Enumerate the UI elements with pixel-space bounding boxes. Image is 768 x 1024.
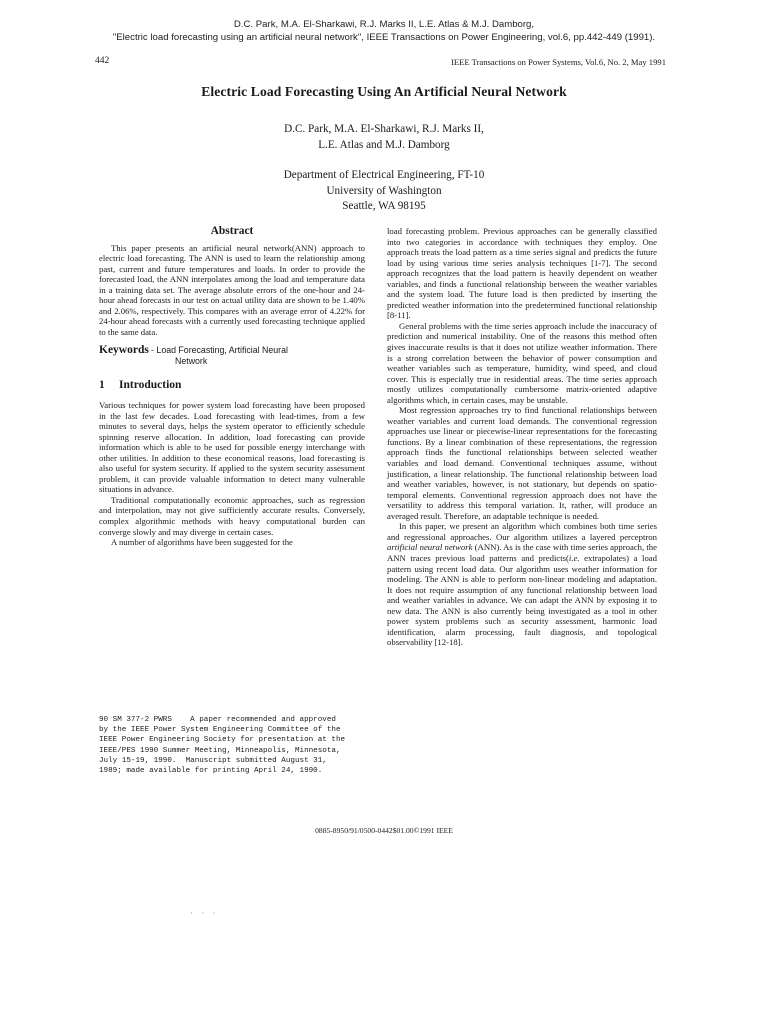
p4-emphasis-ie: i.e. — [568, 552, 580, 563]
keywords-text-2: Network — [175, 355, 208, 366]
affiliation-line-3: Seattle, WA 98195 — [342, 200, 426, 212]
right-paragraph-1: load forecasting problem. Previous approaches can be generally classified into two categories in accordance with techniques they employ. One approach treats the load pattern as a time series signal and predicts the future load by using various time series analysis techniques [1-7]. The second approach recognizes that the load pattern is heavily dependent on weather variables, and finds a functional relationship between the weather variables and the system load. The future load is then predicted by inserting the predicted weather information into the predetermined functional relationship [8-11]. — [387, 226, 657, 321]
right-paragraph-4 — [387, 521, 657, 648]
abstract-heading: Abstract — [210, 225, 254, 237]
author-list — [0, 122, 768, 153]
right-paragraph-3: Most regression approaches try to find functional relationships between weather variables and current load demands. The conventional regression approaches use linear or piecewise-linear representations for the forecasting functions. By a linear combination of these representations, the regression approach finds the functional relationships between selected weather variables and load demand. Conventional techniques assume, without justification, a linear relationship. The functional relationship between load and weather variables, however, is not stationary, but depends on spatio-temporal elements. Conventional regression approach does not have the versatility to address this temporal variation. It, rather, will produce an averaged result. Therefore, an adaptable technique is needed. — [387, 405, 657, 521]
footnote: 90 SM 377-2 PWRS A paper recommended and approved by the IEEE Power System Engineering Committee of the IEEE Power Engineering Society for presentation at the IEEE/PES 1990 Summer Meeting, Minneapolis, Minnesota, July 15-19, 1990. Manuscript submitted August 31, 1989; made available for printing April 24, 1990. — [99, 716, 346, 776]
section-number: 1 — [99, 379, 105, 392]
page-number: 442 — [95, 56, 110, 66]
keywords-label: Keywords — [99, 344, 149, 357]
affiliation-line-2: University of Washington — [326, 184, 442, 197]
citation-line-2: "Electric load forecasting using an artificial neural network", IEEE Transactions on Power Engineering, vol.6, pp.442-449 (1991). — [112, 32, 656, 43]
affiliation-line-1: Department of Electrical Engineering, FT-10 — [283, 169, 485, 181]
copyright-line: 0885-8950/91/0500-0442$01.00©1991 IEEE — [315, 826, 453, 835]
intro-paragraph-2: Traditional computationally economic approaches, such as regression and interpolation, may not give sufficiently accurate results. Conversely, complex algorithmic methods with heavy computational burden can converge slowly and may diverge in certain cases. — [99, 494, 365, 537]
intro-paragraph-3: A number of algorithms have been suggested for the — [111, 537, 293, 548]
section-heading-introduction — [99, 380, 365, 391]
left-column — [99, 226, 365, 548]
intro-paragraph-1: Various techniques for power system load forecasting have been proposed in the last few decades. Load forecasting with lead-times, from a few minutes to several days, helps the system operator to efficiently schedule spinning reserve allocation. In addition, load forecasting can provide information which is able to be used for possible energy interchange with other utilities. In addition to these economical reasons, load forecasting is also useful for system security. If applied to the system security assessment problem, it can provide valuable information to detect many vulnerable situations in advance. — [99, 400, 365, 495]
keywords — [99, 345, 365, 366]
p4-part-c: extrapolates) a load pattern using recent load data. Our algorithm uses weather information for modeling. The ANN is able to perform non-linear modeling and adaptation. It does not require assumption of any functional relationship between load and weather variables in advance. We can adapt the ANN by exposing it to new data. The ANN is also currently being investigated as a tool in other power system problems such as security assessment, harmonic load identification, alarm processing, fault diagnosis, and topological observability [12-18]. — [387, 552, 657, 648]
journal-header: IEEE Transactions on Power Systems, Vol.6, No. 2, May 1991 — [450, 57, 666, 67]
p4-part-b: (ANN). As is the case with time series approach, the ANN traces previous load patterns and predicts( — [387, 542, 657, 563]
p4-part-a: In this paper, we present an algorithm which combines both time series and regressional approaches. Our algorithm utilizes a layered perceptron — [387, 521, 657, 542]
right-paragraph-2: General problems with the time series approach include the inaccuracy of prediction and numerical instability. One of the reasons this method often gives inaccurate results is that it does not utilize weather information. There is a strong correlation between the behavior of power consumption and weather variables such as temperature, humidity, wind speed, and cloud cover. This is especially true in residential areas. The time series approach mostly utilizes computationally cumbersome matrix-oriented adaptive algorithms which, in certain cases, may be unstable. — [387, 320, 657, 405]
right-column — [387, 226, 657, 648]
authors-line-2: L.E. Atlas and M.J. Damborg — [318, 138, 450, 151]
p4-emphasis-ann: artificial neural network — [387, 542, 473, 553]
keywords-text-1: - Load Forecasting, Artificial Neural — [151, 345, 288, 356]
scan-artifact: · · · — [190, 908, 219, 918]
paper-title: Electric Load Forecasting Using An Artificial Neural Network — [201, 84, 567, 99]
affiliation — [0, 168, 768, 215]
authors-line-1: D.C. Park, M.A. El-Sharkawi, R.J. Marks II, — [284, 123, 484, 135]
section-title: Introduction — [119, 379, 182, 392]
abstract-text: This paper presents an artificial neural network(ANN) approach to electric load forecasting. The ANN is used to learn the relationship among past, current and future temperatures and loads. In order to provide the forecasted load, the ANN interpolates among the load and temperature data in a training data set. The average absolute errors of the one-hour and 24-hour ahead forecasts in our test on actual utility data are shown to be 1.40% and 2.06%, respectively. This compares with an average error of 4.22% for 24-hour ahead forecasts with a currently used forecasting technique applied to the same data. — [99, 242, 365, 337]
citation-line-1: D.C. Park, M.A. El-Sharkawi, R.J. Marks II, L.E. Atlas & M.J. Damborg, — [233, 19, 535, 30]
